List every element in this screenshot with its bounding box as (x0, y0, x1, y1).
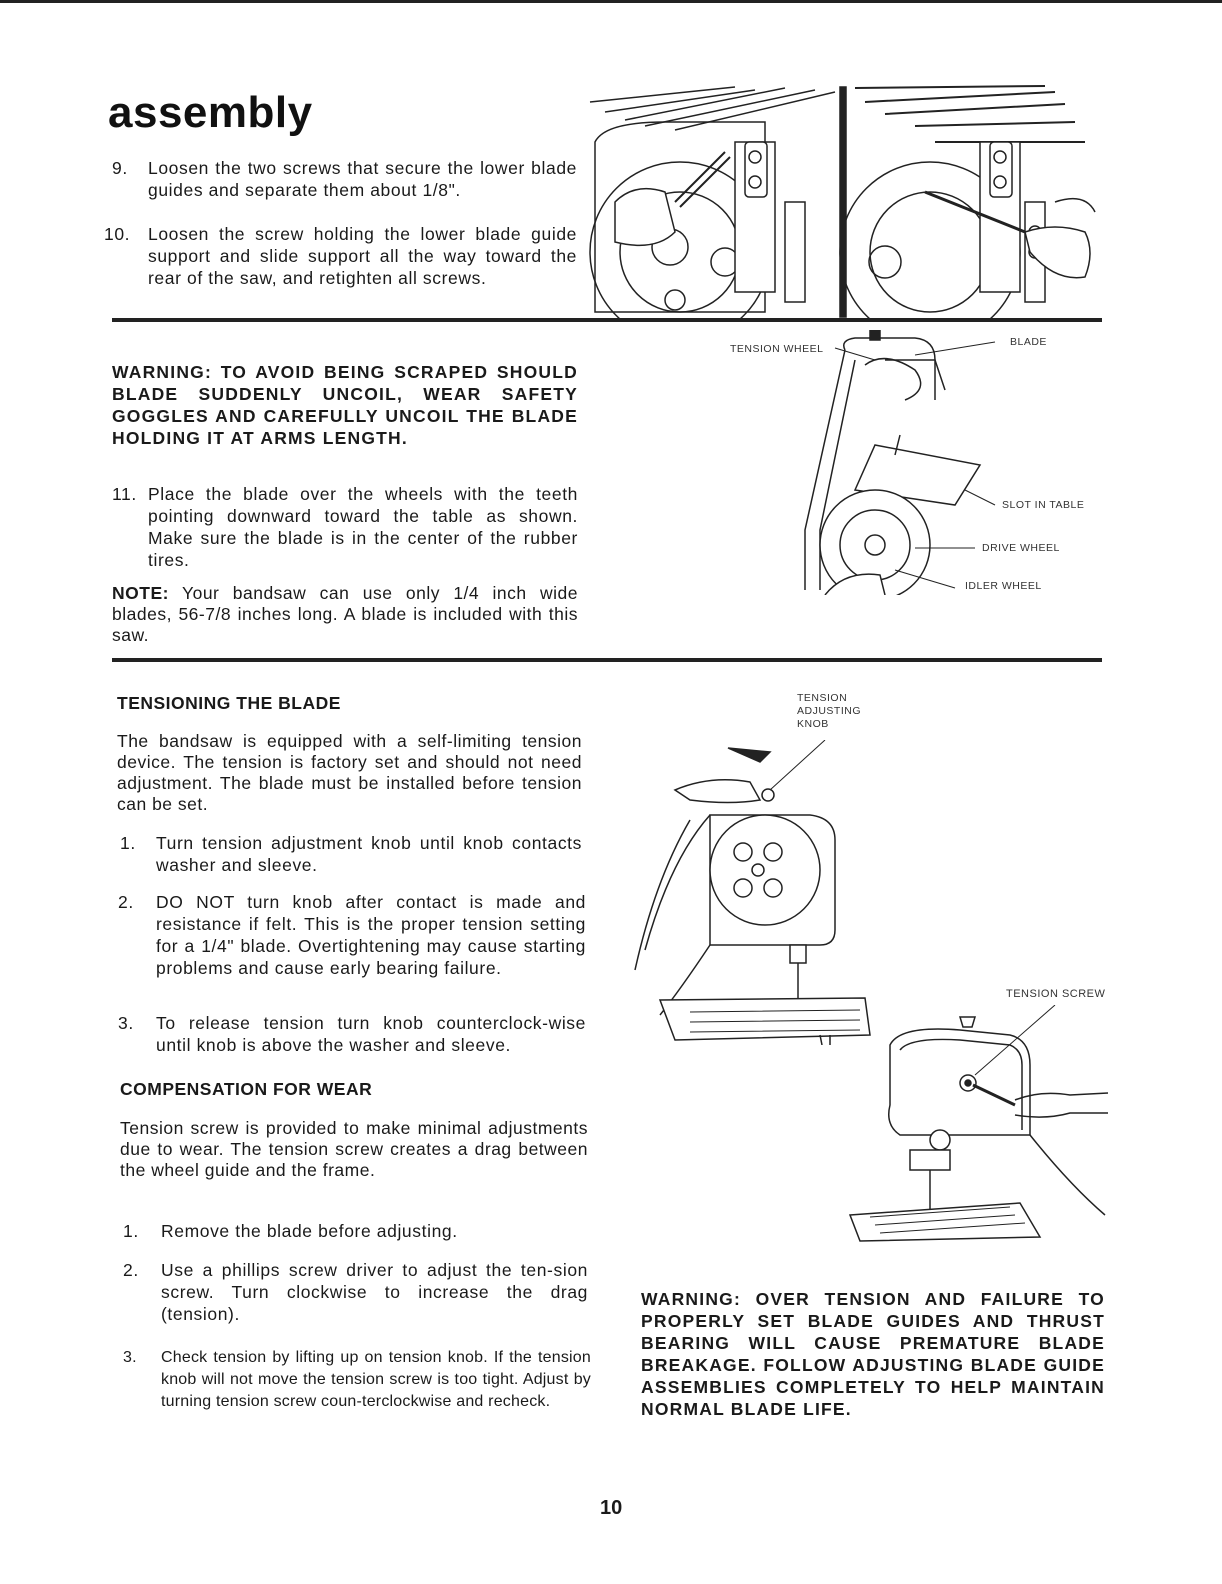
label-tension-adjusting-knob-line2: ADJUSTING (797, 705, 862, 717)
step-10 (104, 223, 577, 313)
label-tension-adjusting-knob (797, 692, 861, 731)
section-divider-2 (112, 658, 1102, 662)
tensioning-step-3-number: 3. (118, 1013, 134, 1033)
tension-knob-illustration (630, 740, 880, 1045)
tensioning-step-1-number: 1. (120, 833, 136, 853)
tensioning-step-1-text: Turn tension adjustment knob until knob contacts washer and sleeve. (156, 833, 582, 875)
label-slot-in-table: SLOT IN TABLE (1002, 499, 1085, 511)
label-leader-lines (785, 330, 1075, 595)
step-9 (112, 157, 577, 203)
tensioning-intro: The bandsaw is equipped with a self-limiting tension device. The tension is factory set and should not need adjustment. The blade must be installed before tension can be set. (117, 731, 582, 814)
step-9-number: 9. (112, 158, 128, 178)
compensation-step-1-number: 1. (123, 1221, 139, 1241)
note (112, 583, 578, 646)
step-10-text: Loosen the screw holding the lower blade guide support and slide support all the way toward the rear of the saw, and retighten all screws. (148, 224, 577, 288)
compensation-intro: Tension screw is provided to make minimal adjustments due to wear. The tension screw creates a drag between the wheel guide and the frame. (120, 1118, 588, 1180)
note-text: Your bandsaw can use only 1/4 inch wide blades, 56-7/8 inches long. A blade is included with this saw. (112, 583, 578, 645)
compensation-step-2-number: 2. (123, 1260, 139, 1280)
step-11 (112, 483, 578, 571)
label-blade: BLADE (1010, 336, 1047, 348)
compensation-heading: COMPENSATION FOR WEAR (120, 1079, 373, 1099)
label-drive-wheel: DRIVE WHEEL (982, 542, 1060, 554)
step-11-text: Place the blade over the wheels with the teeth pointing downward toward the table as shown. Make sure the blade is in the center of the rubber tires. (148, 484, 578, 570)
page-title: assembly (108, 88, 313, 137)
top-border (0, 0, 1222, 3)
tension-screw-illustration (840, 1005, 1110, 1243)
tensioning-heading: TENSIONING THE BLADE (117, 693, 341, 713)
lower-blade-guide-illustration (585, 82, 1100, 318)
step-9-text: Loosen the two screws that secure the lower blade guides and separate them about 1/8". (148, 158, 577, 200)
step-10-number: 10. (104, 224, 131, 244)
section-divider-1 (112, 318, 1102, 322)
compensation-step-3-text: Check tension by lifting up on tension knob. If the tension knob will not move the tension screw is too tight. Adjust by turning tension screw coun-terclockwise and recheck. (161, 1349, 591, 1410)
compensation-step-1 (123, 1220, 588, 1244)
compensation-step-3 (123, 1347, 591, 1435)
tensioning-step-1 (120, 832, 582, 878)
tensioning-step-2-number: 2. (118, 892, 134, 912)
tensioning-step-3 (118, 1012, 586, 1078)
label-idler-wheel: IDLER WHEEL (965, 580, 1042, 592)
tension-warning: WARNING: OVER TENSION AND FAILURE TO PROPERLY SET BLADE GUIDES AND THRUST BEARING WILL CAUSE PREMATURE BLADE BREAKAGE. FOLLOW ADJUSTING BLADE GUIDE ASSEMBLIES COMPLETELY TO HELP MAINTAIN NORMAL BLADE LIFE. (641, 1289, 1105, 1419)
page-number: 10 (600, 1497, 623, 1519)
compensation-step-2 (123, 1259, 588, 1325)
label-tension-screw: TENSION SCREW (1006, 988, 1106, 1000)
tensioning-step-2-text: DO NOT turn knob after contact is made and resistance if felt. This is the proper tension setting for a 1/4" blade. Overtightening may cause starting problems and cause early bearing failure. (156, 892, 586, 978)
step-11-number: 11. (112, 484, 137, 504)
goggles-warning: WARNING: TO AVOID BEING SCRAPED SHOULD BLADE SUDDENLY UNCOIL, WEAR SAFETY GOGGLES AND CAREFULLY UNCOIL THE BLADE HOLDING IT AT ARMS LENGTH. (112, 362, 578, 448)
label-tension-wheel: TENSION WHEEL (730, 343, 824, 355)
compensation-step-3-number: 3. (123, 1349, 137, 1366)
compensation-step-1-text: Remove the blade before adjusting. (161, 1221, 458, 1241)
label-tension-adjusting-knob-line1: TENSION (797, 692, 848, 704)
tensioning-step-3-text: To release tension turn knob counterclock-wise until knob is above the washer and sleeve. (156, 1013, 586, 1055)
tensioning-step-2 (118, 891, 586, 1001)
compensation-step-2-text: Use a phillips screw driver to adjust the ten-sion screw. Turn clockwise to increase the drag (tension). (161, 1260, 588, 1324)
note-label: NOTE: (112, 583, 169, 603)
label-tension-adjusting-knob-line3: KNOB (797, 718, 829, 730)
